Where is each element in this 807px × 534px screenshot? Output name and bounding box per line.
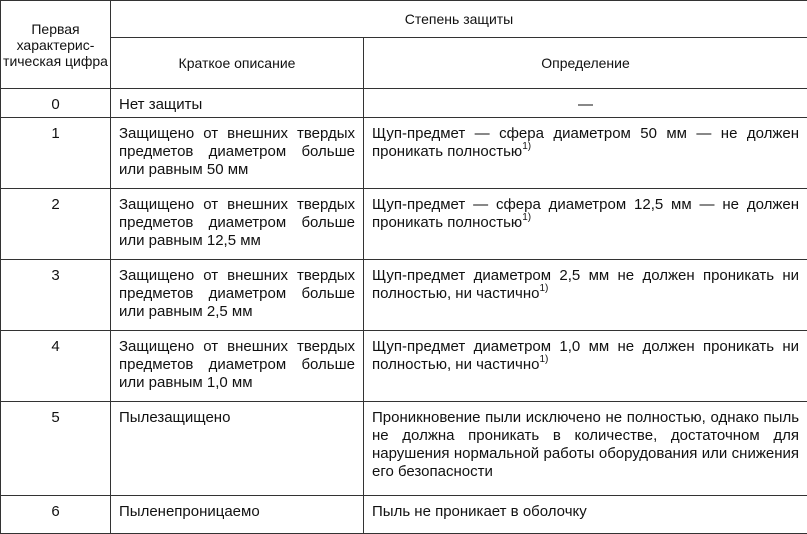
header-row-top (1, 1, 807, 38)
row-short: Нет защиты (111, 89, 364, 118)
footnote-marker: 1) (539, 354, 548, 365)
row-definition: Пыль не проникает в оболочку (364, 496, 807, 534)
table-row (1, 402, 807, 496)
table-row (1, 89, 807, 118)
row-digit: 4 (1, 331, 111, 402)
definition-text: Щуп-предмет — сфера диаметром 12,5 мм — не должен проникать полностью (372, 196, 799, 231)
row-definition: Проникновение пыли исключено не полностью, однако пыль не должна проникать в количестве, достаточном для нарушения нормальной работы оборудования или снижения его безопасности (364, 402, 807, 496)
definition-text: Щуп-предмет диаметром 1,0 мм не должен проникать ни полностью, ни частично (372, 338, 799, 373)
row-short: Защищено от внешних твердых предметов диаметром больше или равным 1,0 мм (111, 331, 364, 402)
row-digit: 0 (1, 89, 111, 118)
row-short: Защищено от внешних твердых предметов диаметром больше или равным 12,5 мм (111, 189, 364, 260)
row-definition: — (364, 89, 807, 118)
footnote-marker: 1) (522, 141, 531, 152)
row-definition (364, 260, 807, 331)
row-digit: 3 (1, 260, 111, 331)
definition-text: Щуп-предмет диаметром 2,5 мм не должен проникать ни полностью, ни частично (372, 267, 799, 302)
table-row (1, 260, 807, 331)
row-digit: 5 (1, 402, 111, 496)
row-short: Защищено от внешних твердых предметов диаметром больше или равным 50 мм (111, 118, 364, 189)
row-digit: 2 (1, 189, 111, 260)
table-row (1, 331, 807, 402)
header-first-digit: Первая характерис-тическая цифра (1, 1, 111, 89)
row-digit: 1 (1, 118, 111, 189)
row-definition (364, 118, 807, 189)
header-definition: Определение (364, 38, 807, 89)
header-row-sub (1, 38, 807, 89)
header-protection-degree: Степень защиты (111, 1, 807, 38)
footnote-marker: 1) (539, 283, 548, 294)
row-short: Защищено от внешних твердых предметов диаметром больше или равным 2,5 мм (111, 260, 364, 331)
row-definition (364, 189, 807, 260)
row-digit: 6 (1, 496, 111, 534)
header-short-description: Краткое описание (111, 38, 364, 89)
table-row (1, 496, 807, 534)
row-definition (364, 331, 807, 402)
row-short: Пыленепроницаемо (111, 496, 364, 534)
definition-text: Щуп-предмет — сфера диаметром 50 мм — не должен проникать полностью (372, 125, 799, 160)
row-short: Пылезащищено (111, 402, 364, 496)
footnote-marker: 1) (522, 212, 531, 223)
table-row (1, 189, 807, 260)
table-row (1, 118, 807, 189)
